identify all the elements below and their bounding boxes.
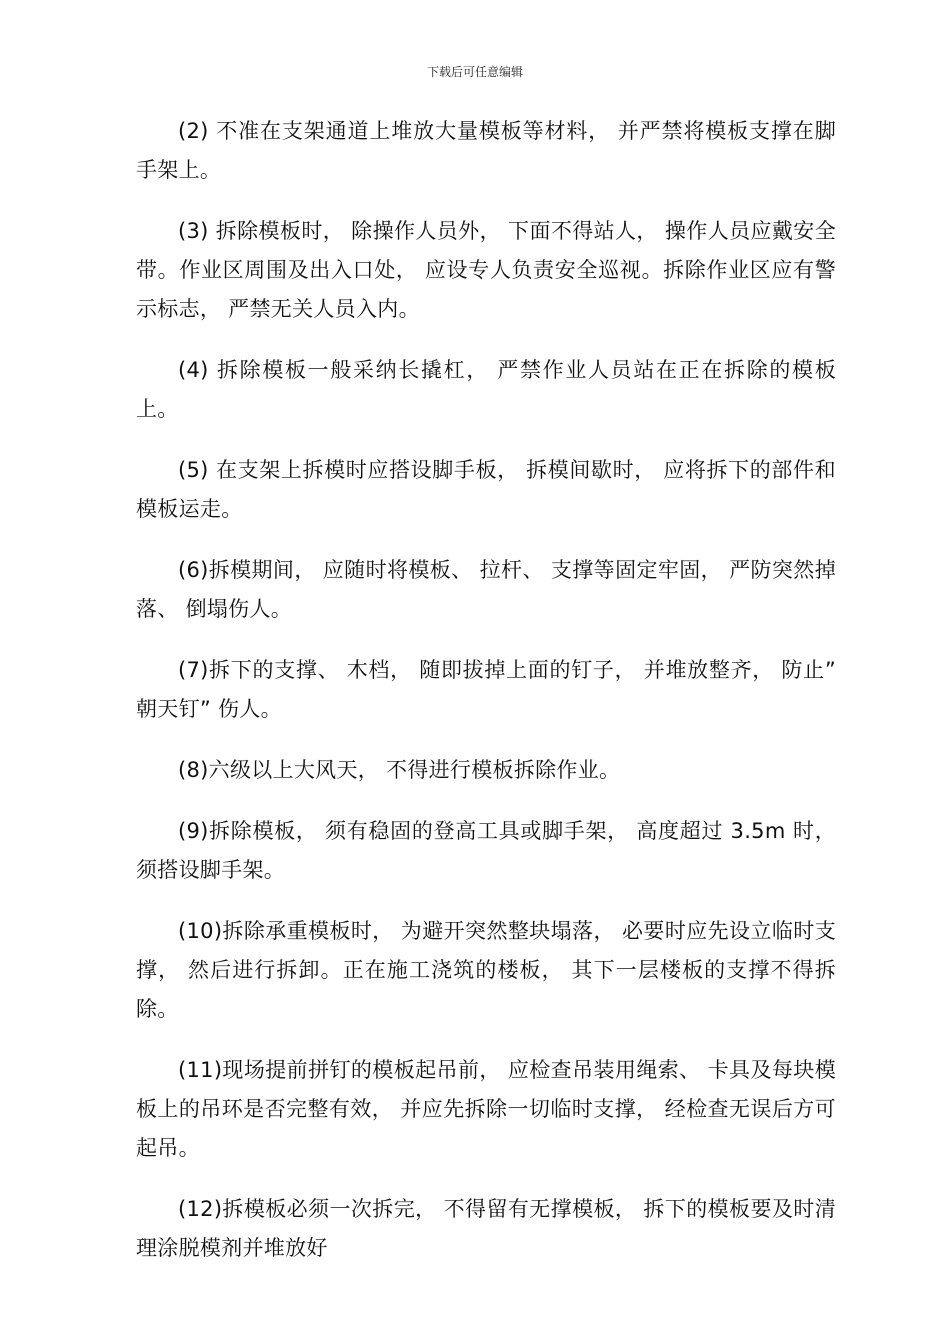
paragraph-7: (7)拆下的支撑、 木档， 随即拔掉上面的钉子， 并堆放整齐， 防止” 朝天钉” 伤人。 xyxy=(136,658,836,721)
paragraph-12: (12)拆模板必须一次拆完， 不得留有无撑模板， 拆下的模板要及时清理涂脱模剂并堆放好 xyxy=(136,1197,836,1260)
paragraph-4: (4) 拆除模板一般采纳长撬杠， 严禁作业人员站在正在拆除的模板上。 xyxy=(136,358,836,421)
document-body xyxy=(136,112,836,1290)
paragraph-11: (11)现场提前拼钉的模板起吊前， 应检查吊装用绳索、 卡具及每块模板上的吊环是否完整有效， 并应先拆除一切临时支撑， 经检查无误后方可起吊。 xyxy=(136,1058,836,1160)
paragraph-2: (2) 不准在支架通道上堆放大量模板等材料， 并严禁将模板支撑在脚手架上。 xyxy=(136,119,836,182)
page-header: 下载后可任意编辑 xyxy=(426,65,523,79)
paragraph-6: (6)拆模期间， 应随时将模板、 拉杆、 支撑等固定牢固， 严防突然掉落、 倒塌伤人。 xyxy=(136,558,836,621)
paragraph-8: (8)六级以上大风天， 不得进行模板拆除作业。 xyxy=(178,758,621,782)
paragraph-3: (3) 拆除模板时， 除操作人员外， 下面不得站人， 操作人员应戴安全带。作业区周围及出入口处， 应设专人负责安全巡视。拆除作业区应有警示标志， 严禁无关人员入内。 xyxy=(136,219,836,321)
paragraph-10: (10)拆除承重模板时， 为避开突然整块塌落， 必要时应先设立临时支撑， 然后进行拆卸。正在施工浇筑的楼板， 其下一层楼板的支撑不得拆除。 xyxy=(136,919,836,1021)
paragraph-9: (9)拆除模板， 须有稳固的登高工具或脚手架， 高度超过 3.5m 时， 须搭设脚手架。 xyxy=(136,819,836,882)
paragraph-5: (5) 在支架上拆模时应搭设脚手板， 拆模间歇时， 应将拆下的部件和模板运走。 xyxy=(136,458,836,521)
